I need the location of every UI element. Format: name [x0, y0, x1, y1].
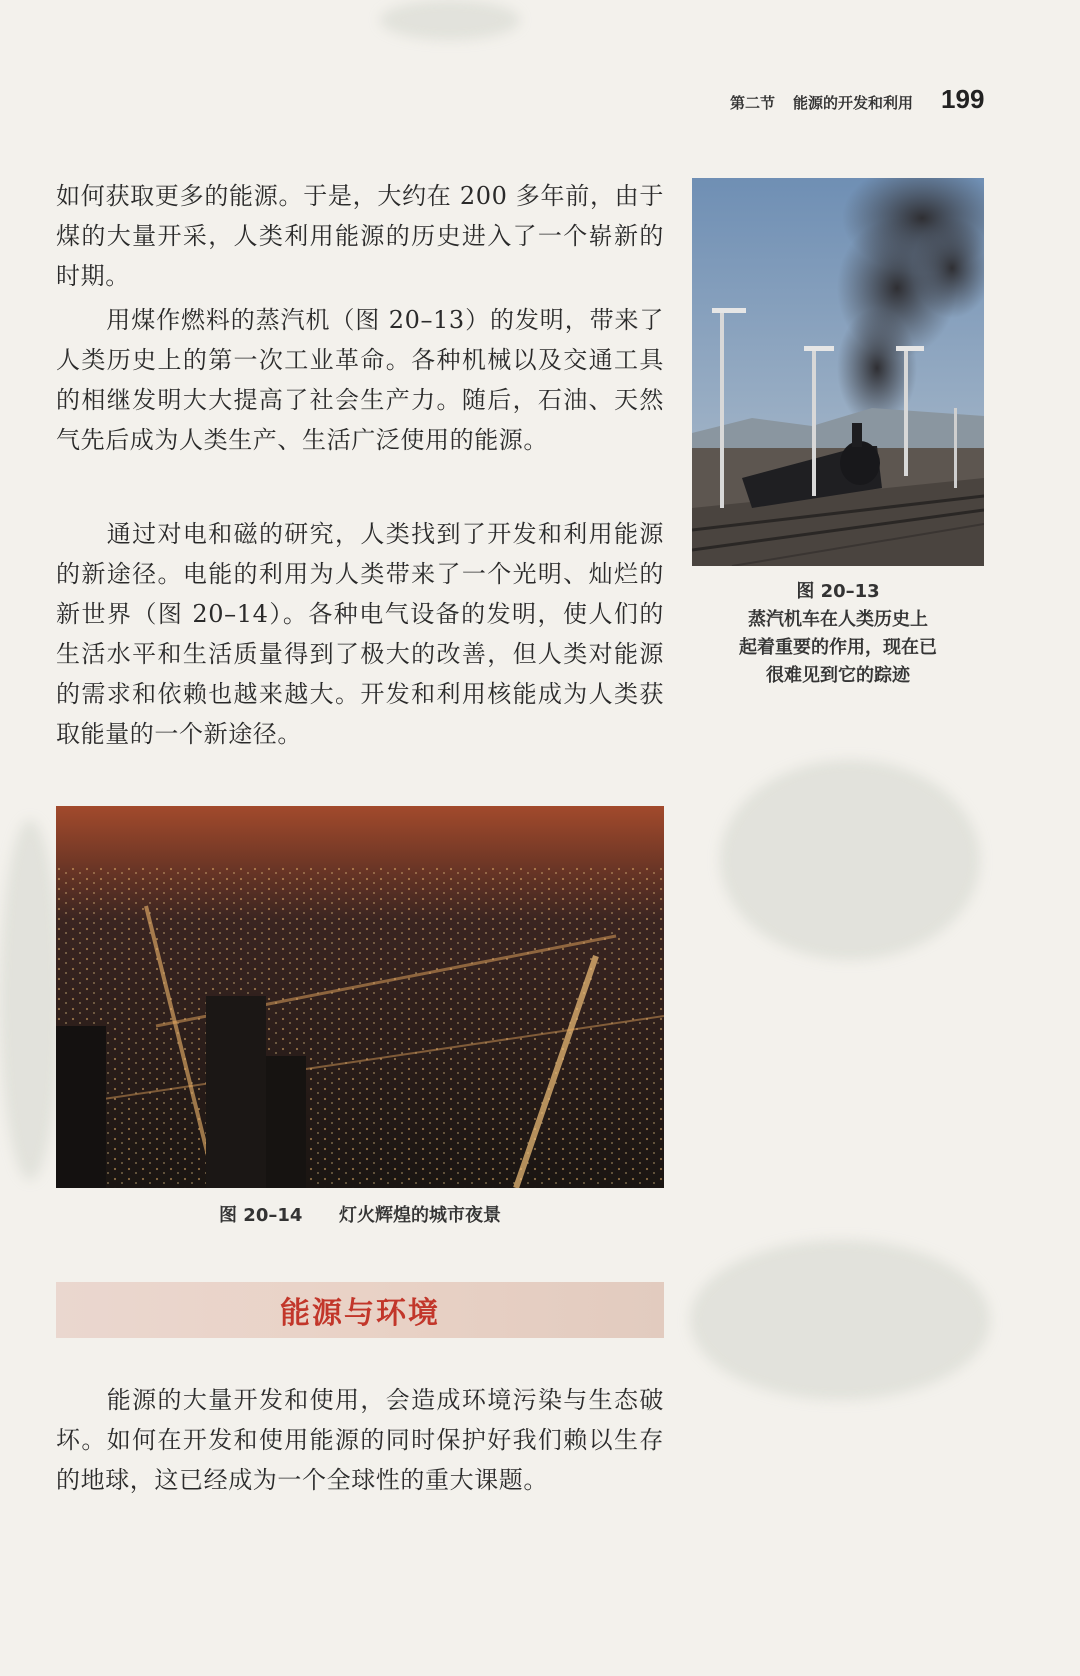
scan-texture [0, 820, 60, 1180]
figure-20-14-caption-text: 灯火辉煌的城市夜景 [338, 1205, 501, 1226]
paragraph-2 [56, 300, 664, 460]
city-night-photo [56, 806, 664, 1188]
running-head [730, 84, 1030, 114]
figure-20-13-label: 图 20–13 [796, 581, 880, 602]
city-night-illustration [56, 806, 664, 1188]
scan-texture [720, 760, 980, 960]
scan-texture [690, 1240, 990, 1400]
paragraph-2-text: 用煤作燃料的蒸汽机（图 20–13）的发明，带来了人类历史上的第一次工业革命。各种机械以及交通工具的相继发明大大提高了社会生产力。随后，石油、天然气先后成为人类生产、生活广泛使用的能源。 [56, 306, 664, 454]
section-heading: 能源与环境 [280, 1296, 440, 1331]
paragraph-3 [56, 514, 664, 754]
figure-20-13-caption-line: 起着重要的作用，现在已 [739, 637, 937, 658]
paragraph-1-text: 如何获取更多的能源。于是，大约在 200 多年前，由于煤的大量开采，人类利用能源的历史进入了一个崭新的时期。 [56, 182, 664, 290]
paragraph-3-text: 通过对电和磁的研究，人类找到了开发和利用能源的新途径。电能的利用为人类带来了一个光明、灿烂的新世界（图 20–14）。各种电气设备的发明，使人们的生活水平和生活质量得到了极大的改善，但人类对能源的需求和依赖也越来越大。开发和利用核能成为人类获取能量的一个新途径。 [56, 520, 664, 748]
figure-20-14-caption [56, 1202, 664, 1230]
paragraph-4-text: 能源的大量开发和使用，会造成环境污染与生态破坏。如何在开发和使用能源的同时保护好我们赖以生存的地球，这已经成为一个全球性的重大课题。 [56, 1386, 664, 1494]
figure-20-13-caption-line: 很难见到它的踪迹 [766, 665, 910, 686]
paragraph-4 [56, 1380, 664, 1500]
running-head-title: 能源的开发和利用 [793, 94, 914, 112]
paragraph-1 [56, 176, 664, 296]
steam-locomotive-illustration [692, 178, 984, 566]
page-number: 199 [941, 84, 985, 114]
steam-locomotive-photo [692, 178, 984, 566]
section-heading-band [56, 1282, 664, 1338]
figure-20-13-caption [680, 578, 996, 690]
running-head-section: 第二节 [730, 94, 776, 112]
scan-texture [380, 0, 520, 40]
figure-20-13-caption-line: 蒸汽机车在人类历史上 [748, 609, 928, 630]
figure-20-14-label: 图 20–14 [219, 1205, 303, 1226]
